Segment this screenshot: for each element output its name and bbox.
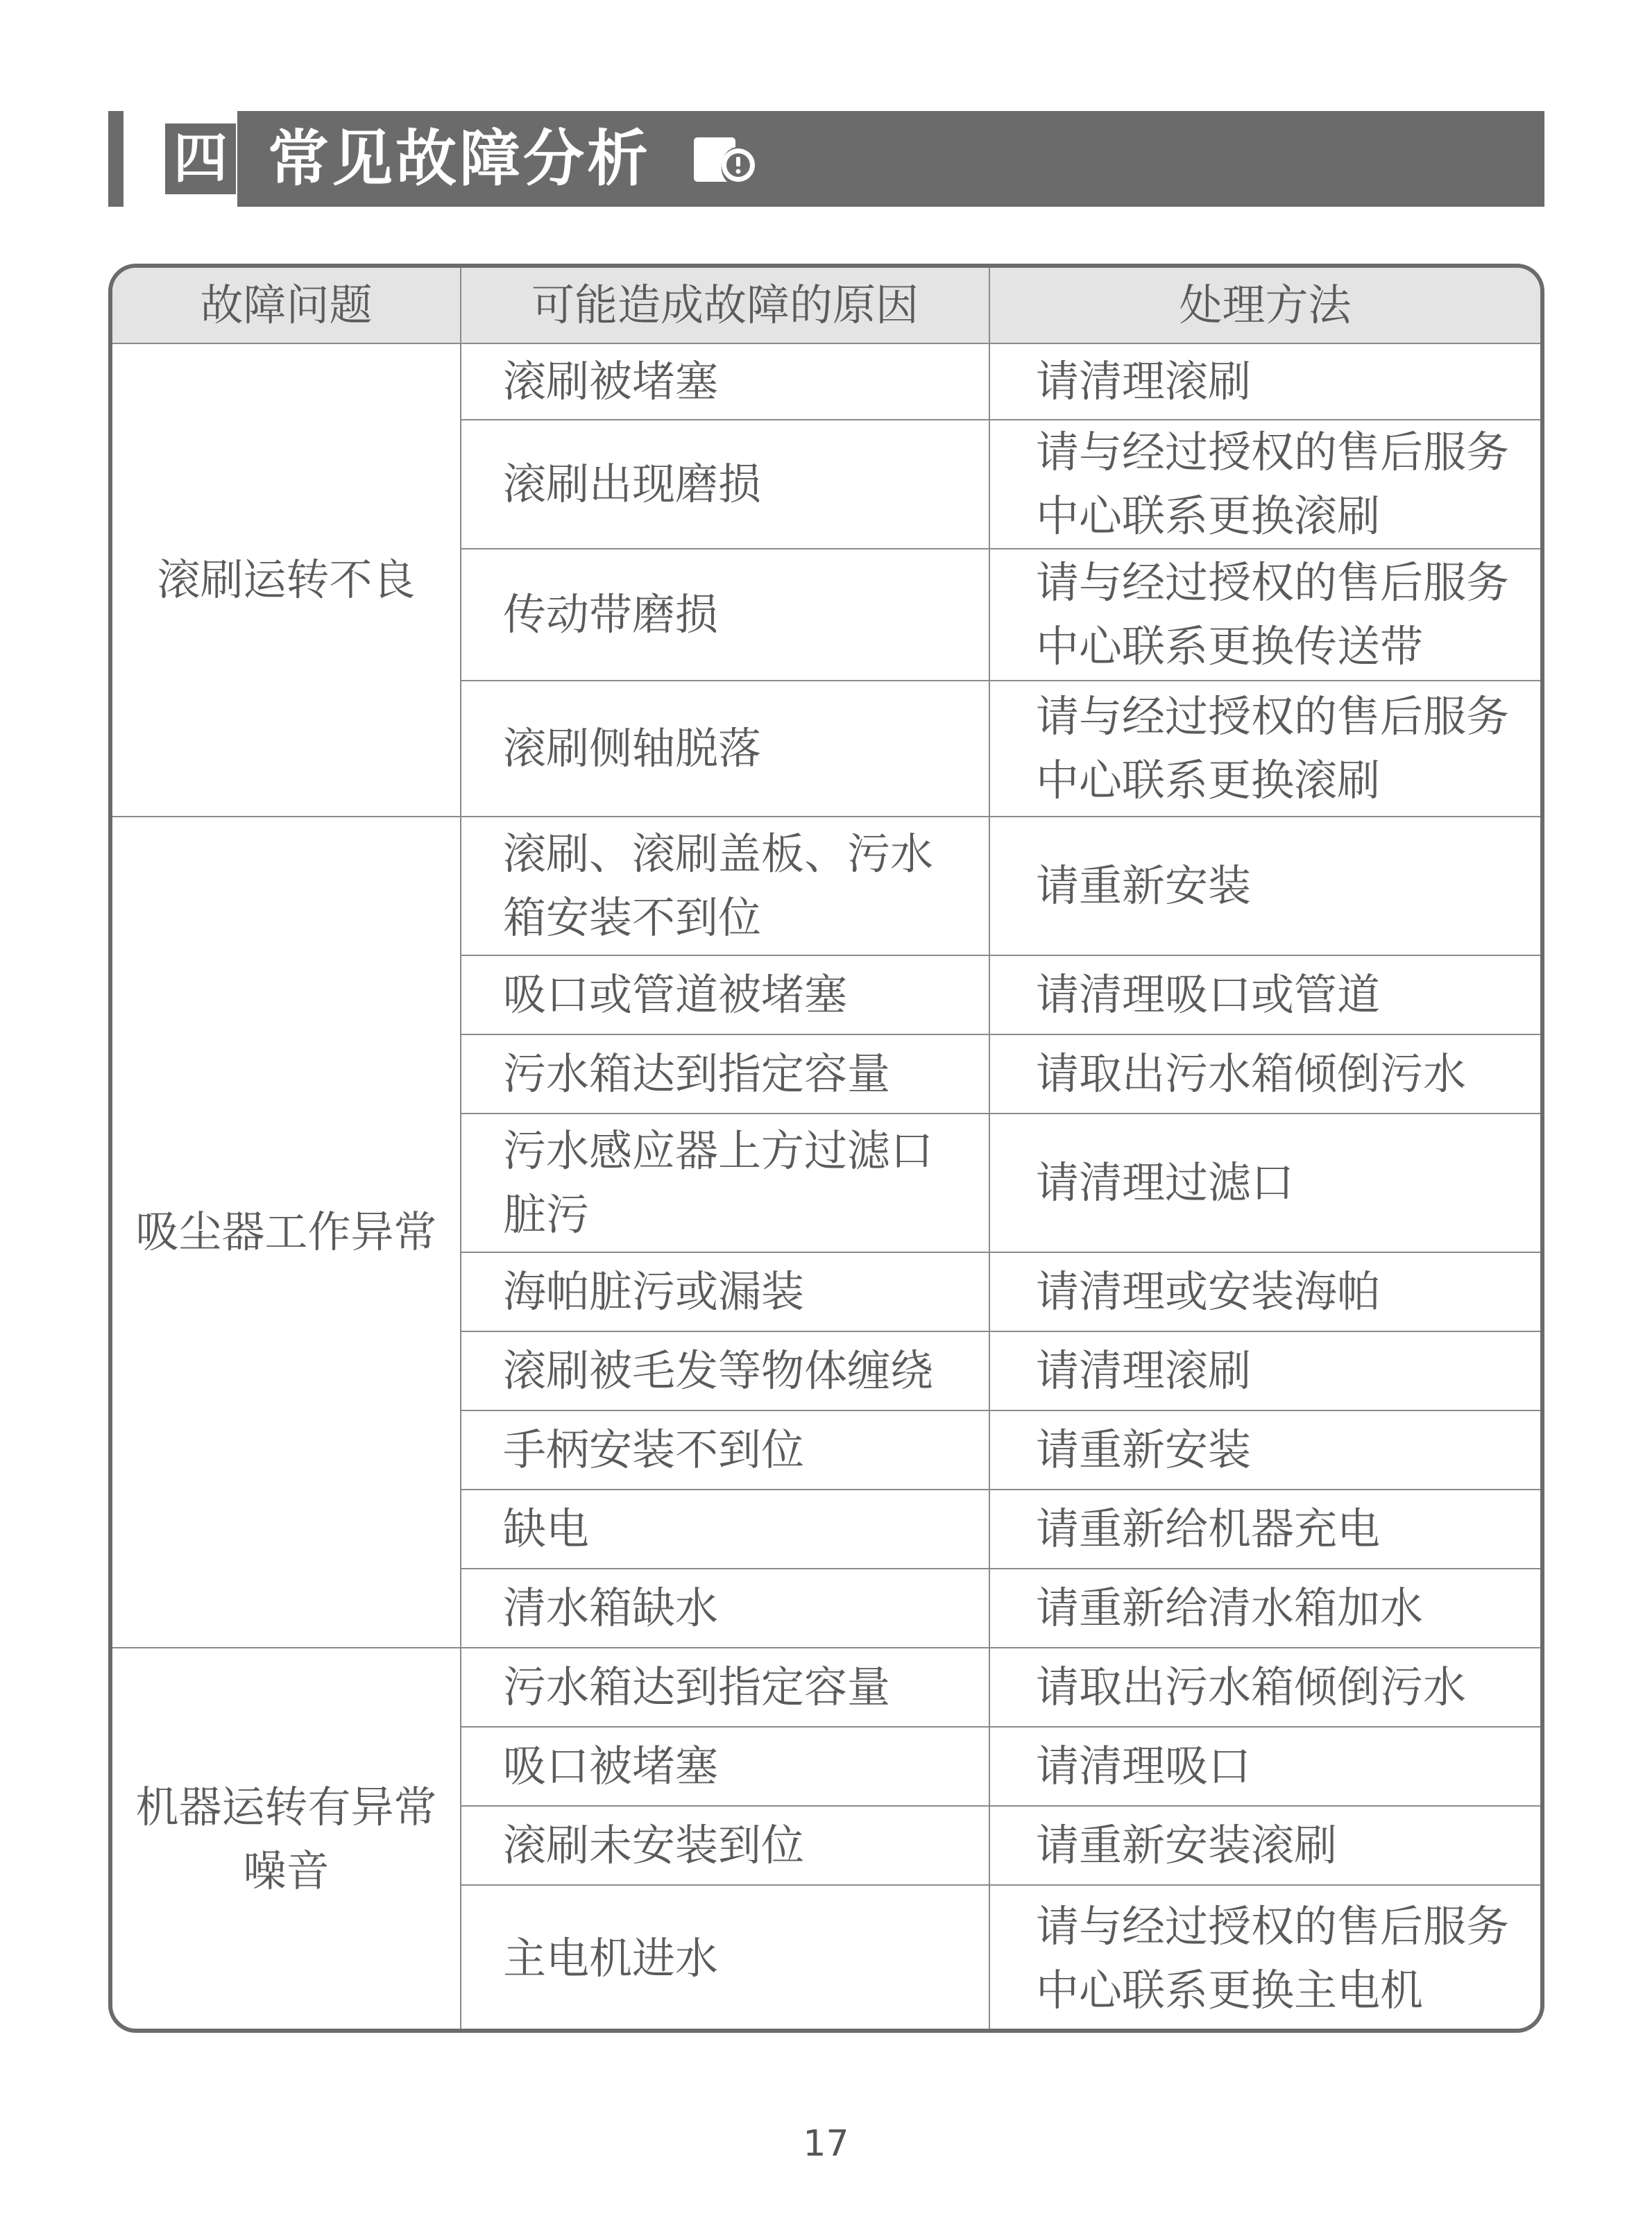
cause-cell: 滚刷未安装到位 [461,1806,989,1885]
solution-cell: 请清理吸口或管道 [989,955,1540,1034]
solution-cell: 请取出污水箱倾倒污水 [989,1648,1540,1727]
solution-cell: 请重新给清水箱加水 [989,1569,1540,1648]
section-number: 四 [165,123,236,194]
cause-cell: 滚刷被堵塞 [461,343,989,420]
cause-cell: 手柄安装不到位 [461,1410,989,1490]
cause-cell: 吸口被堵塞 [461,1727,989,1806]
solution-cell: 请与经过授权的售后服务中心联系更换滚刷 [989,681,1540,817]
solution-cell: 请重新安装 [989,1410,1540,1490]
cause-cell: 滚刷、滚刷盖板、污水箱安装不到位 [461,817,989,955]
cause-cell: 污水箱达到指定容量 [461,1648,989,1727]
cause-cell: 传动带磨损 [461,549,989,681]
column-header-problem: 故障问题 [112,268,461,343]
cause-cell: 污水箱达到指定容量 [461,1034,989,1114]
cause-cell: 滚刷出现磨损 [461,420,989,549]
solution-cell: 请与经过授权的售后服务中心联系更换滚刷 [989,420,1540,549]
solution-cell: 请清理吸口 [989,1727,1540,1806]
solution-cell: 请取出污水箱倾倒污水 [989,1034,1540,1114]
cause-cell: 缺电 [461,1490,989,1569]
problem-cell: 机器运转有异常噪音 [112,1648,461,2031]
table-header-row [112,268,1540,343]
solution-cell: 请清理滚刷 [989,343,1540,420]
cause-cell: 海帕脏污或漏装 [461,1252,989,1331]
solution-cell: 请与经过授权的售后服务中心联系更换主电机 [989,1885,1540,2031]
cause-cell: 滚刷侧轴脱落 [461,681,989,817]
problem-cell: 滚刷运转不良 [112,343,461,817]
troubleshooting-table [108,264,1544,2033]
cause-cell: 滚刷被毛发等物体缠绕 [461,1331,989,1410]
page-number: 17 [803,2123,849,2165]
solution-cell: 请与经过授权的售后服务中心联系更换传送带 [989,549,1540,681]
solution-cell: 请清理滚刷 [989,1331,1540,1410]
section-header [108,111,1544,207]
cause-cell: 主电机进水 [461,1885,989,2031]
cause-cell: 吸口或管道被堵塞 [461,955,989,1034]
column-header-cause: 可能造成故障的原因 [461,268,989,343]
table-row [112,817,1540,955]
solution-cell: 请清理过滤口 [989,1114,1540,1252]
page-title: 常见故障分析 [268,123,652,194]
solution-cell: 请重新给机器充电 [989,1490,1540,1569]
solution-cell: 请清理或安装海帕 [989,1252,1540,1331]
cause-cell: 清水箱缺水 [461,1569,989,1648]
solution-cell: 请重新安装 [989,817,1540,955]
cause-cell: 污水感应器上方过滤口脏污 [461,1114,989,1252]
column-header-solution: 处理方法 [989,268,1540,343]
table-row [112,343,1540,420]
problem-cell: 吸尘器工作异常 [112,817,461,1648]
header-accent-bar [108,111,124,207]
solution-cell: 请重新安装滚刷 [989,1806,1540,1885]
warning-book-icon [690,132,756,187]
table-row [112,1648,1540,1727]
